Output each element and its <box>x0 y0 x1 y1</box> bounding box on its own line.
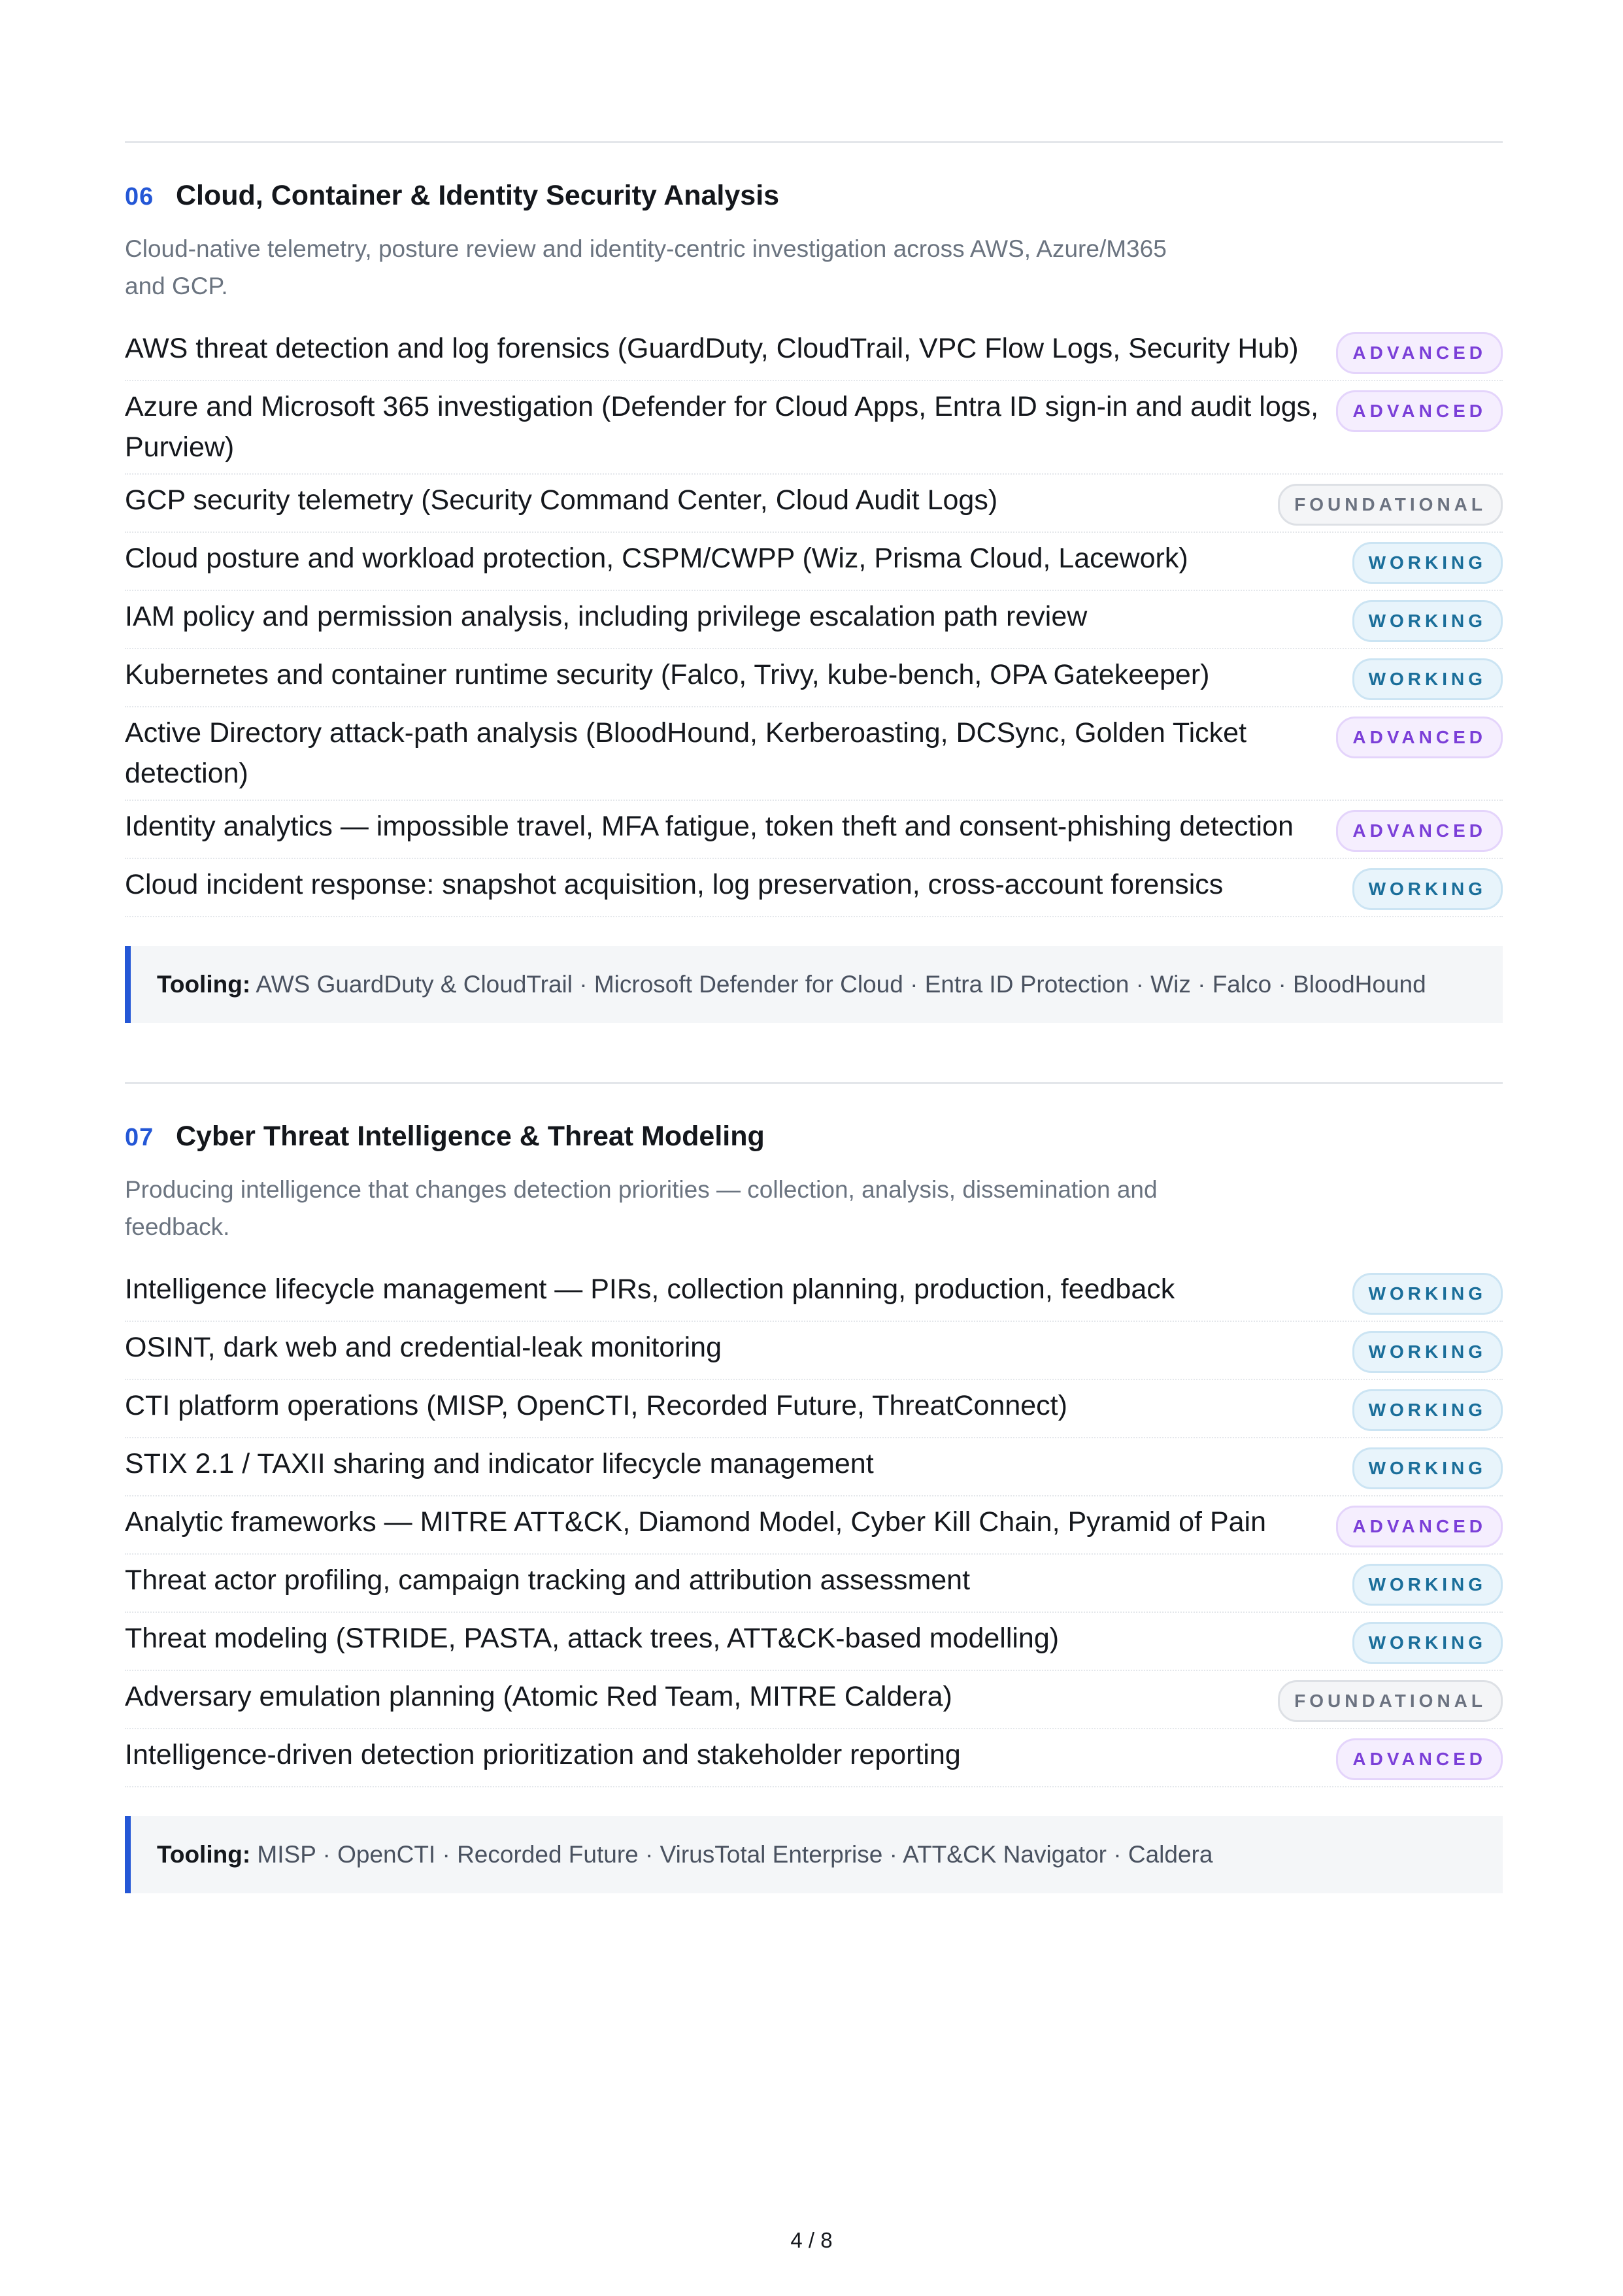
skill-text: Intelligence lifecycle management — PIRs, collection planning, production, feedback <box>125 1274 1175 1305</box>
section-title: Cloud, Container & Identity Security Analysis <box>176 180 780 211</box>
skill-text: Cloud incident response: snapshot acquisition, log preservation, cross-account forensics <box>125 869 1224 900</box>
section-divider <box>125 141 1503 143</box>
skill-row <box>125 1729 1503 1787</box>
skill-text: IAM policy and permission analysis, including privilege escalation path review <box>125 601 1088 632</box>
skill-text: Identity analytics — impossible travel, MFA fatigue, token theft and consent-phishing detection <box>125 811 1294 842</box>
tooling-label: Tooling: <box>157 971 251 998</box>
proficiency-badge: WORKING <box>1352 658 1503 700</box>
skill-text: AWS threat detection and log forensics (GuardDuty, CloudTrail, VPC Flow Logs, Security Hub) <box>125 333 1299 364</box>
skill-row <box>125 1438 1503 1496</box>
skills-list <box>125 323 1503 917</box>
skill-text: Kubernetes and container runtime security (Falco, Trivy, kube-bench, OPA Gatekeeper) <box>125 659 1210 690</box>
skill-row <box>125 1496 1503 1555</box>
tooling-list: MISP · OpenCTI · Recorded Future · VirusTotal Enterprise · ATT&CK Navigator · Caldera <box>257 1841 1213 1868</box>
proficiency-badge: WORKING <box>1352 1447 1503 1489</box>
skill-text: CTI platform operations (MISP, OpenCTI, Recorded Future, ThreatConnect) <box>125 1390 1067 1421</box>
section-number: 06 <box>125 183 154 211</box>
skill-row <box>125 381 1503 475</box>
skill-text: Analytic frameworks — MITRE ATT&CK, Diamond Model, Cyber Kill Chain, Pyramid of Pain <box>125 1506 1267 1538</box>
skill-text: Adversary emulation planning (Atomic Red Team, MITRE Caldera) <box>125 1681 952 1712</box>
section-heading <box>125 1121 1503 1153</box>
proficiency-badge: WORKING <box>1352 1331 1503 1373</box>
skill-row <box>125 591 1503 649</box>
skill-row <box>125 533 1503 591</box>
skill-text: GCP security telemetry (Security Command Center, Cloud Audit Logs) <box>125 484 998 516</box>
skill-row <box>125 1380 1503 1438</box>
skill-text: Cloud posture and workload protection, CSPM/CWPP (Wiz, Prisma Cloud, Lacework) <box>125 543 1188 574</box>
skill-text: Threat modeling (STRIDE, PASTA, attack trees, ATT&CK-based modelling) <box>125 1623 1060 1654</box>
section-number: 07 <box>125 1124 154 1151</box>
section-heading <box>125 180 1503 212</box>
proficiency-badge: ADVANCED <box>1336 1506 1503 1547</box>
page-number: 4 / 8 <box>790 2228 833 2252</box>
skill-row <box>125 1555 1503 1613</box>
proficiency-badge: WORKING <box>1352 1273 1503 1315</box>
proficiency-badge: WORKING <box>1352 1389 1503 1431</box>
tooling-list: AWS GuardDuty & CloudTrail · Microsoft Defender for Cloud · Entra ID Protection · Wiz · Falco · BloodHound <box>256 971 1426 998</box>
skill-text: STIX 2.1 / TAXII sharing and indicator lifecycle management <box>125 1448 874 1479</box>
skill-row <box>125 707 1503 801</box>
proficiency-badge: ADVANCED <box>1336 1738 1503 1780</box>
section-threat-intel <box>125 1082 1503 1893</box>
skill-row <box>125 323 1503 381</box>
section-intro: Cloud-native telemetry, posture review and identity-centric investigation across AWS, Azure/M365 and GCP. <box>125 235 1167 299</box>
skill-row <box>125 1613 1503 1671</box>
tooling-callout <box>125 1816 1503 1893</box>
skill-row <box>125 649 1503 707</box>
proficiency-badge: WORKING <box>1352 542 1503 584</box>
proficiency-badge: WORKING <box>1352 868 1503 910</box>
proficiency-badge: FOUNDATIONAL <box>1278 484 1503 526</box>
tooling-callout <box>125 946 1503 1023</box>
skill-row <box>125 1264 1503 1322</box>
skill-row <box>125 801 1503 859</box>
proficiency-badge: ADVANCED <box>1336 810 1503 852</box>
proficiency-badge: WORKING <box>1352 1564 1503 1606</box>
skill-text: Azure and Microsoft 365 investigation (Defender for Cloud Apps, Entra ID sign-in and audit logs, Purview) <box>125 391 1319 463</box>
section-divider <box>125 1082 1503 1084</box>
skill-text: Active Directory attack-path analysis (BloodHound, Kerberoasting, DCSync, Golden Ticket detection) <box>125 717 1247 789</box>
proficiency-badge: WORKING <box>1352 600 1503 642</box>
proficiency-badge: ADVANCED <box>1336 717 1503 758</box>
skill-text: Threat actor profiling, campaign tracking and attribution assessment <box>125 1564 971 1596</box>
section-cloud-identity <box>125 141 1503 1023</box>
section-intro: Producing intelligence that changes detection priorities — collection, analysis, dissemination and feedback. <box>125 1176 1158 1240</box>
skill-row <box>125 475 1503 533</box>
proficiency-badge: FOUNDATIONAL <box>1278 1680 1503 1722</box>
skill-row <box>125 1322 1503 1380</box>
skill-row <box>125 859 1503 917</box>
proficiency-badge: WORKING <box>1352 1622 1503 1664</box>
proficiency-badge: ADVANCED <box>1336 332 1503 374</box>
section-title: Cyber Threat Intelligence & Threat Modeling <box>176 1121 765 1152</box>
skill-text: Intelligence-driven detection prioritization and stakeholder reporting <box>125 1739 961 1770</box>
proficiency-badge: ADVANCED <box>1336 390 1503 432</box>
tooling-label: Tooling: <box>157 1841 251 1868</box>
skill-text: OSINT, dark web and credential-leak monitoring <box>125 1332 722 1363</box>
skill-row <box>125 1671 1503 1729</box>
skills-list <box>125 1264 1503 1787</box>
